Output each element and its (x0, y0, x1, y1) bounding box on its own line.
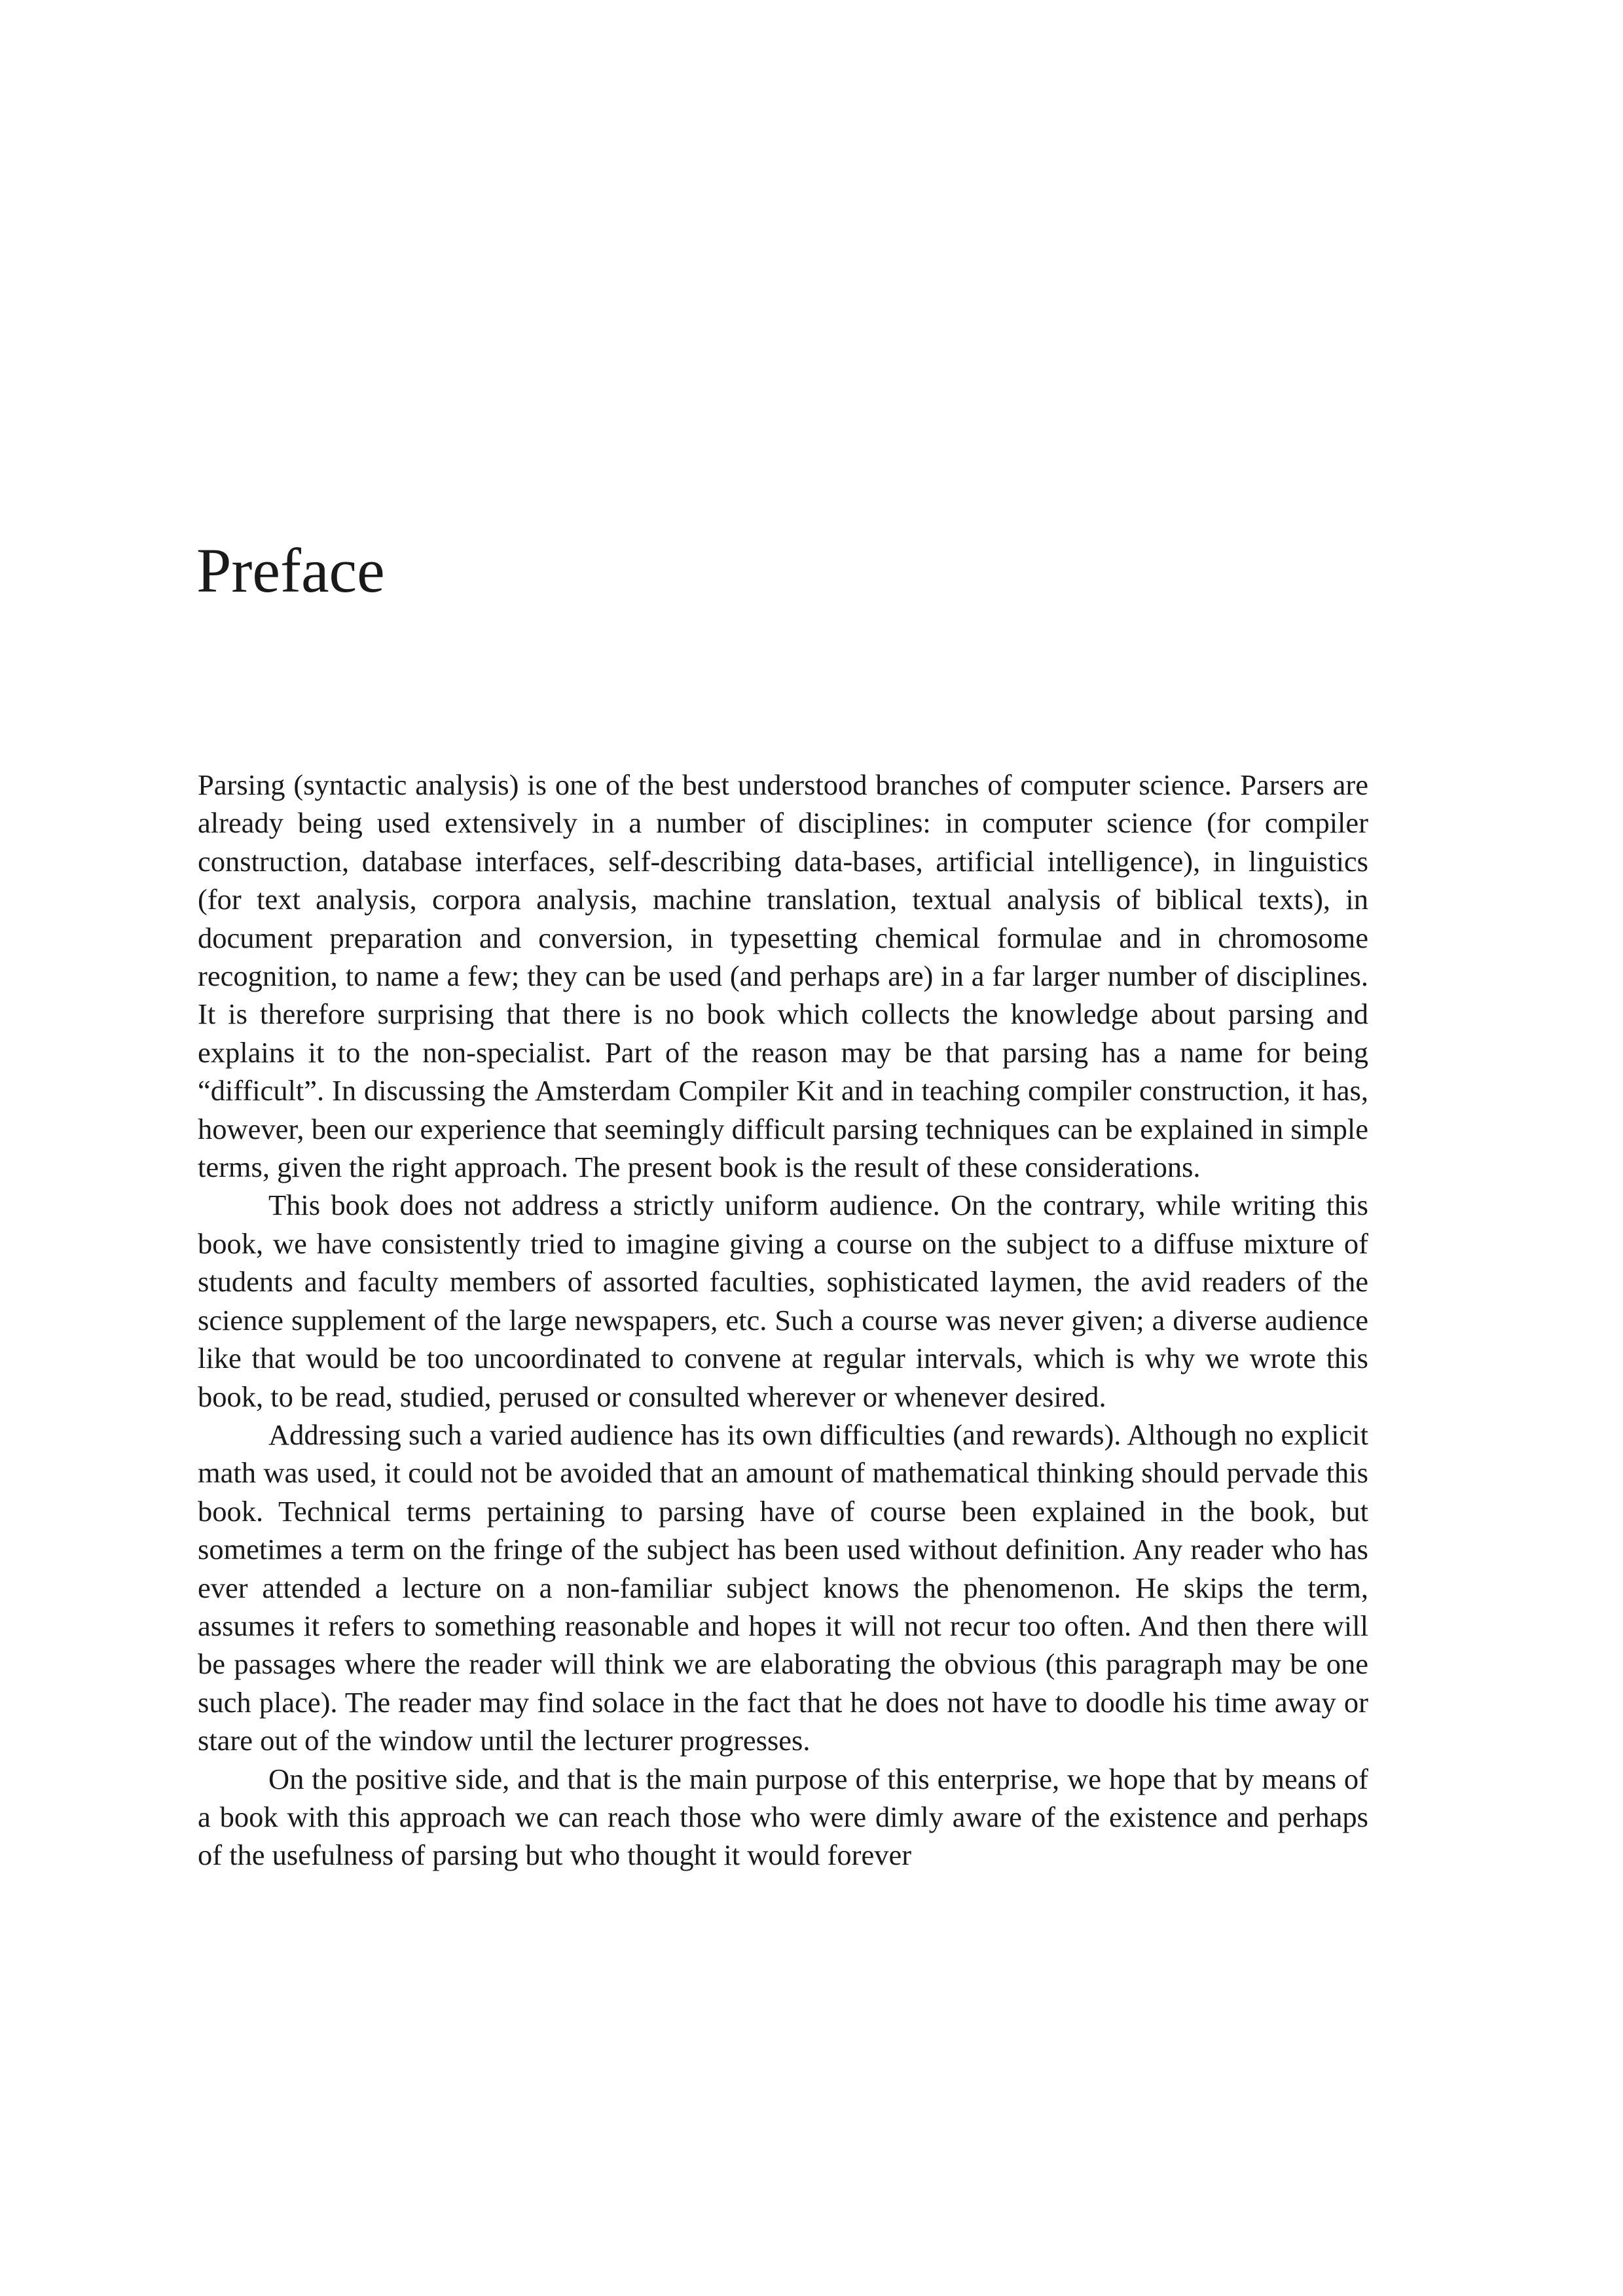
paragraph-2: This book does not address a strictly uniform audience. On the contrary, while writing this book, we have consistently tried to imagine giving a course on the subject to a diffuse mixture of students and faculty members of assorted faculties, sophisticated laymen, the avid readers of the science supplement of the large newspapers, etc. Such a course was never given; a diverse audience like that would be too uncoordinated to convene at regular intervals, which is why we wrote this book, to be read, studied, perused or consulted wherever or whenever desired. (198, 1189, 1368, 1413)
paragraph-1: Parsing (syntactic analysis) is one of the best understood branches of computer science. Parsers are already being used extensively in a number of disciplines: in computer science (for compiler construction, database interfaces, self-describing data-bases, artificial intelligence), in linguistics (for text analysis, corpora analysis, machine translation, textual analysis of biblical texts), in document preparation and conversion, in typesetting chemical formulae and in chromosome recognition, to name a few; they can be used (and perhaps are) in a far larger number of disciplines. It is therefore surprising that there is no book which collects the knowledge about parsing and explains it to the non-specialist. Part of the reason may be that parsing has a name for being “difficult”. In discussing the Amsterdam Compiler Kit and in teaching compiler construction, it has, however, been our experience that seemingly difficult parsing techniques can be explained in simple terms, given the right approach. The present book is the result of these considerations. (198, 768, 1368, 1184)
chapter-title: Preface (196, 535, 385, 605)
paragraph-3: Addressing such a varied audience has its own difficulties (and rewards). Although no explicit math was used, it could not be avoided that an amount of mathematical thinking should pervade this book. Technical terms pertaining to parsing have of course been explained in the book, but sometimes a term on the fringe of the subject has been used without definition. Any reader who has ever attended a lecture on a non-familiar subject knows the phenomenon. He skips the term, assumes it refers to something reasonable and hopes it will not recur too often. And then there will be passages where the reader will think we are elaborating the obvious (this paragraph may be one such place). The reader may find solace in the fact that he does not have to doodle his time away or stare out of the window until the lecturer progresses. (198, 1418, 1368, 1757)
paragraph-4: On the positive side, and that is the main purpose of this enterprise, we hope that by means of a book with this approach we can reach those who were dimly aware of the existence and perhaps of the usefulness of parsing but who thought it would forever (198, 1762, 1368, 1872)
preface-body (198, 766, 1368, 1874)
